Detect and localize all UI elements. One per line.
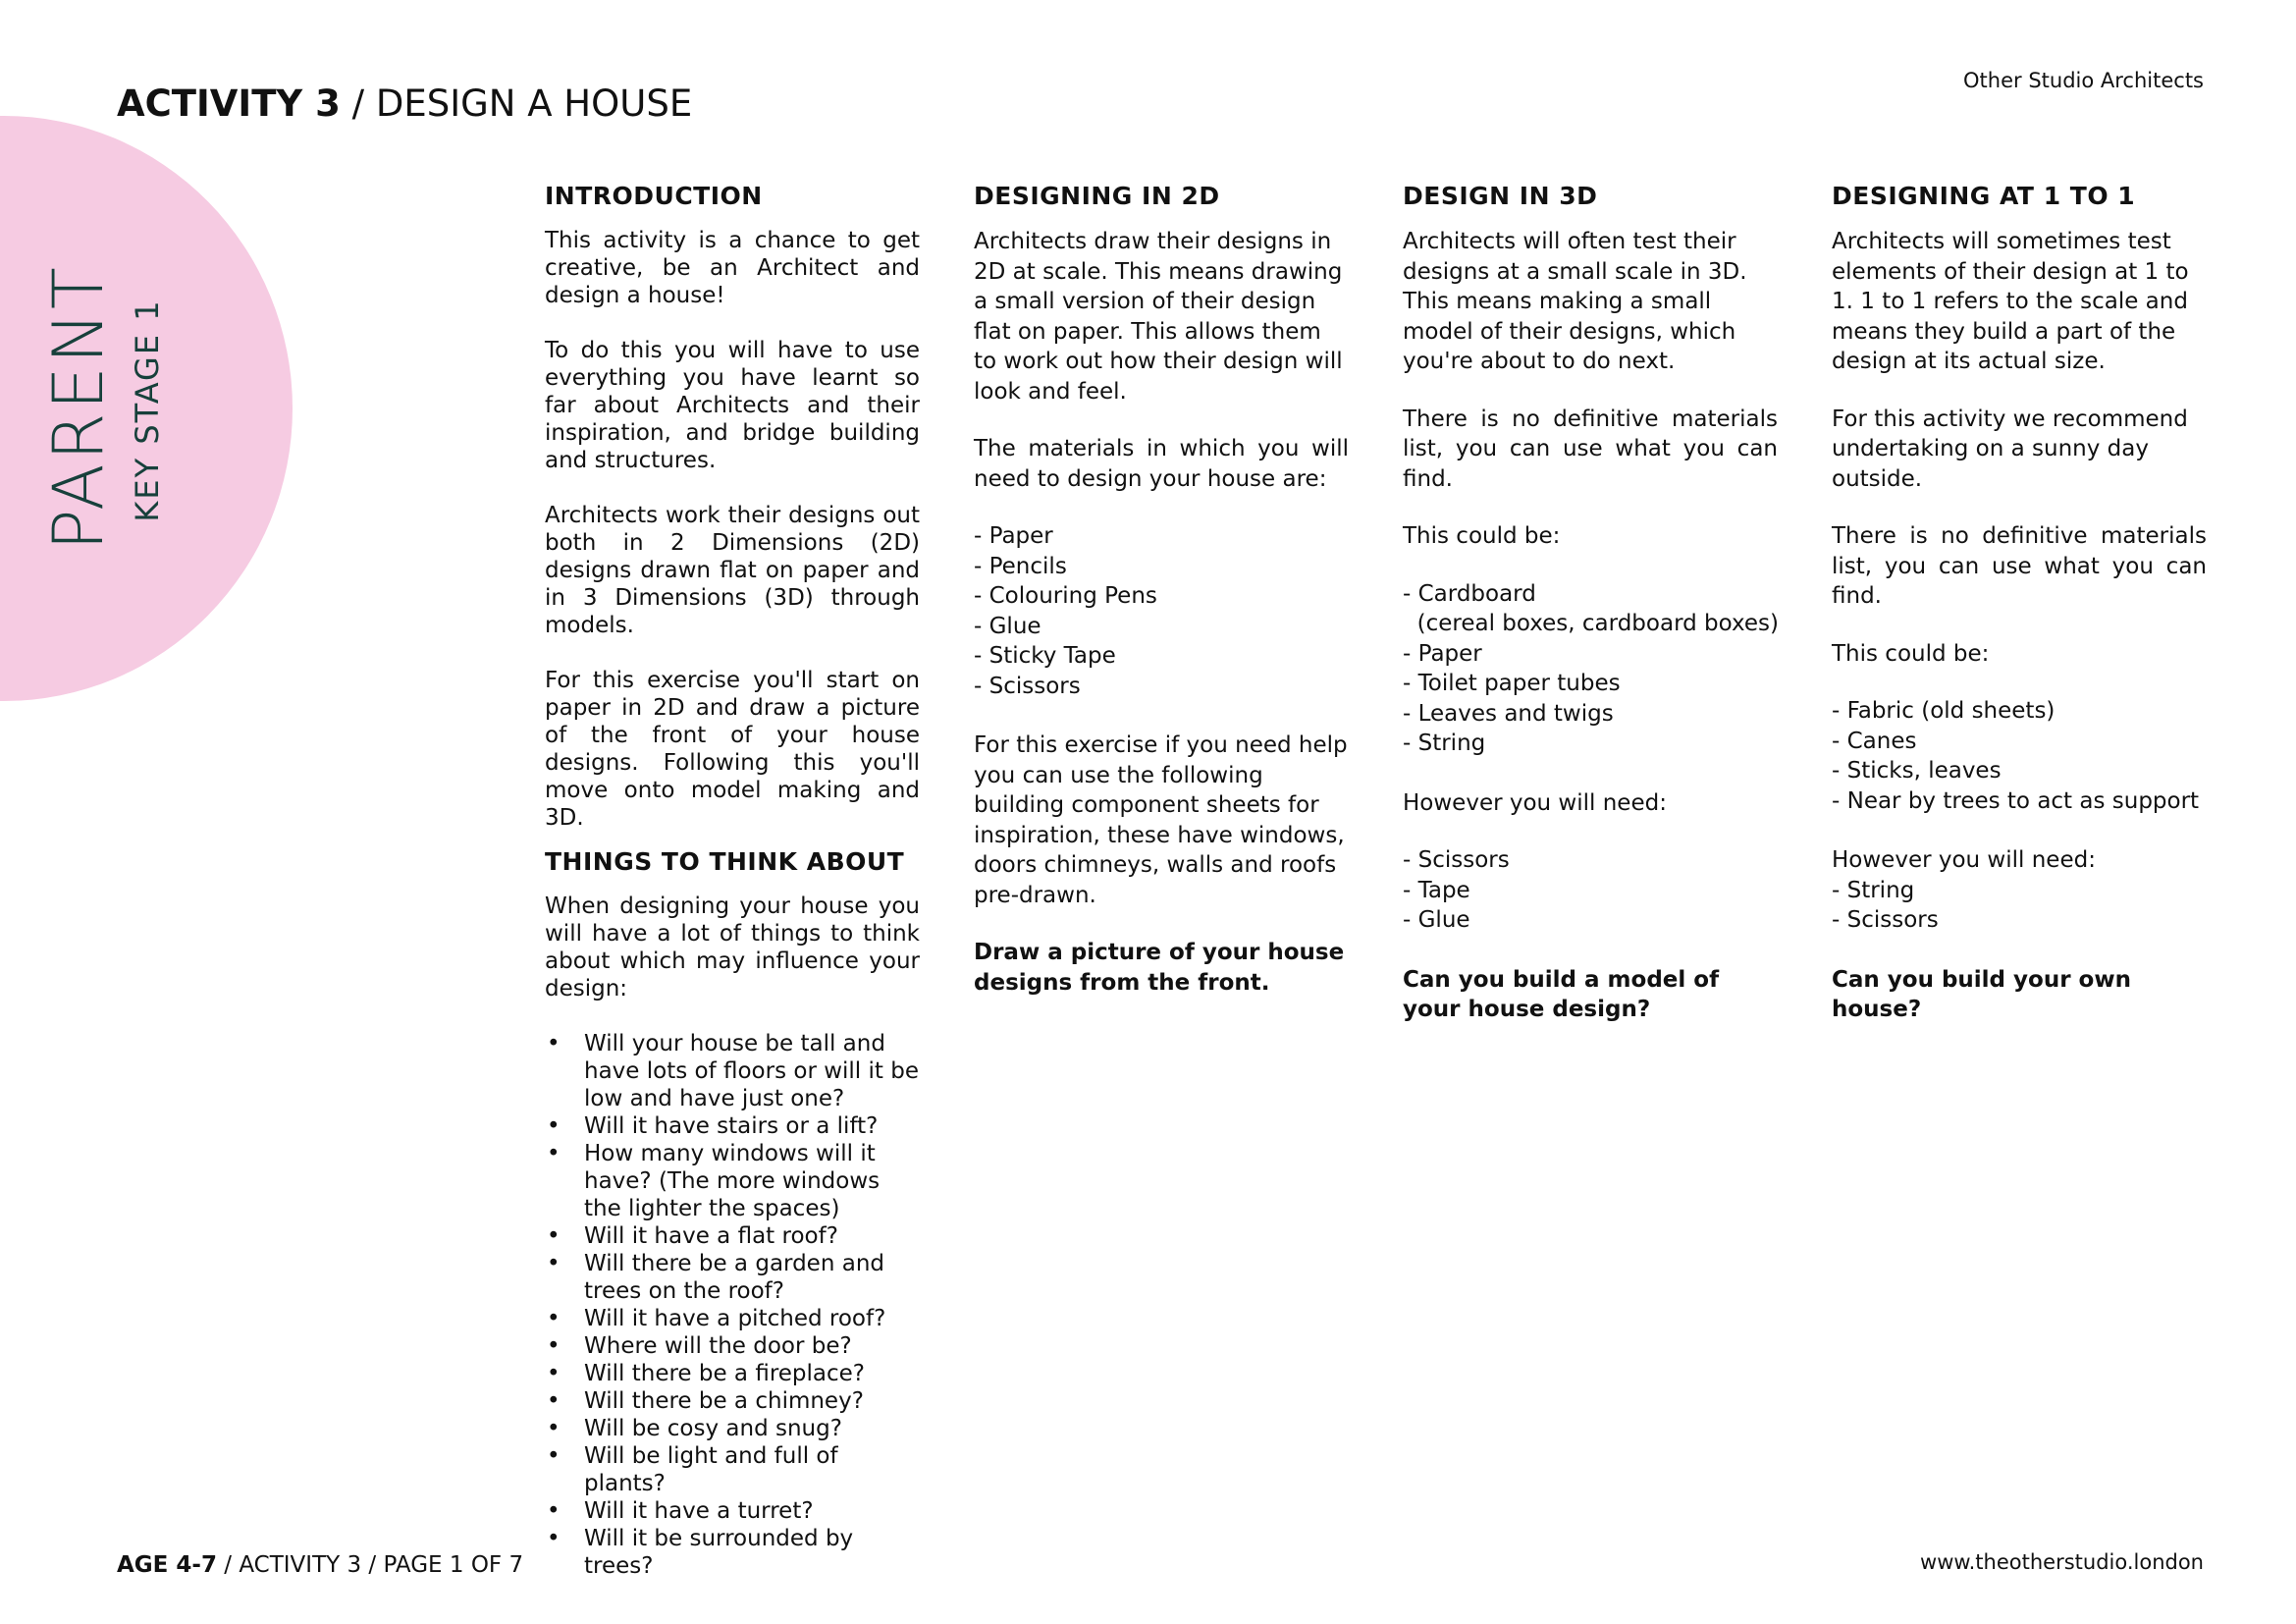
list-item: - Scissors xyxy=(1832,907,1939,933)
design2d-materials-list xyxy=(974,521,1349,701)
designing-2d-heading: DESIGNING IN 2D xyxy=(974,182,1220,210)
list-item: • Will it have stairs or a lift? xyxy=(545,1112,920,1140)
design3d-paragraph: There is no definitive materials list, you can use what you can find. xyxy=(1403,406,1778,492)
design1to1-question: Can you build your own house? xyxy=(1832,966,2131,1022)
list-item: - String xyxy=(1832,877,1915,903)
list-item: - Sticks, leaves xyxy=(1832,758,2002,784)
list-item: • Will be light and full of plants? xyxy=(545,1442,920,1497)
list-item: - Pencils xyxy=(974,553,1067,579)
design3d-needs-list xyxy=(1403,845,1778,936)
list-item: - Canes xyxy=(1832,728,1917,754)
design2d-question: Draw a picture of your house designs from the front. xyxy=(974,940,1345,996)
list-item: • Will it have a flat roof? xyxy=(545,1222,920,1250)
list-item: - Cardboard xyxy=(1403,580,1536,607)
list-item: • How many windows will it have? (The more windows the lighter the spaces) xyxy=(545,1140,920,1222)
list-item: - Colouring Pens xyxy=(974,583,1157,609)
design1to1-materials-list xyxy=(1832,696,2207,816)
column-design-3d xyxy=(1403,180,1778,1053)
intro-paragraph: This activity is a chance to get creative, be an Architect and design a house! xyxy=(545,228,920,308)
footer-age: AGE 4-7 xyxy=(117,1552,217,1578)
think-paragraph: When designing your house you will have a lot of things to think about which may influence your design: xyxy=(545,893,920,1001)
list-item: • Will it have a pitched roof? xyxy=(545,1305,920,1332)
title-name: / DESIGN A HOUSE xyxy=(351,82,693,125)
design2d-paragraph: For this exercise if you need help you can use the following building component sheets for inspiration, these have windows, doors chimneys, walls and roofs pre-drawn. xyxy=(974,732,1348,908)
list-item: - Paper xyxy=(1403,640,1482,667)
list-item: • Will it be surrounded by trees? xyxy=(545,1525,920,1580)
list-item: - Glue xyxy=(1403,907,1470,933)
introduction-heading: INTRODUCTION xyxy=(545,182,763,210)
side-audience-label: PARENT xyxy=(38,264,119,551)
list-item: - Sticky Tape xyxy=(974,643,1116,669)
list-item: - Scissors xyxy=(974,673,1081,699)
list-item: • Will be cosy and snug? xyxy=(545,1415,920,1442)
list-item: - Near by trees to act as support xyxy=(1832,787,2200,814)
things-to-think-heading: THINGS TO THINK ABOUT xyxy=(545,847,905,876)
column-designing-2d xyxy=(974,180,1349,1025)
design3d-paragraph: Architects will often test their designs at a small scale in 3D. This means making a small model of their designs, which you're about to do next. xyxy=(1403,229,1747,374)
intro-paragraph: To do this you will have to use everything you have learnt so far about Architects and their inspiration, and bridge building and structures. xyxy=(545,338,920,473)
list-item: • Will there be a chimney? xyxy=(545,1387,920,1415)
design1to1-paragraph: However you will need: xyxy=(1832,847,2096,873)
design3d-paragraph: However you will need: xyxy=(1403,789,1667,816)
column-introduction xyxy=(545,180,920,1580)
list-item: • Will your house be tall and have lots of floors or will it be low and have just one? xyxy=(545,1030,920,1112)
list-item: - Toilet paper tubes xyxy=(1403,671,1621,696)
footer-activity-page: / ACTIVITY 3 / PAGE 1 OF 7 xyxy=(224,1552,524,1578)
footer-page-info xyxy=(117,1552,523,1578)
think-bullet-list xyxy=(545,1030,920,1580)
list-item: - Fabric (old sheets) xyxy=(1832,698,2056,724)
design3d-materials-list xyxy=(1403,579,1778,759)
design-3d-heading: DESIGN IN 3D xyxy=(1403,182,1598,210)
list-item: • Will it have a turret? xyxy=(545,1497,920,1525)
design2d-paragraph: The materials in which you will need to design your house are: xyxy=(974,436,1349,492)
designing-1to1-heading: DESIGNING AT 1 TO 1 xyxy=(1832,182,2136,210)
intro-paragraph: Architects work their designs out both in 2 Dimensions (2D) designs drawn flat on paper and in 3 Dimensions (3D) through models. xyxy=(545,503,920,638)
list-item: - Leaves and twigs xyxy=(1403,700,1614,727)
list-item: - Paper xyxy=(974,523,1053,549)
design2d-paragraph: Architects draw their designs in 2D at scale. This means drawing a small version of their design flat on paper. This allows them to work out how their design will look and feel. xyxy=(974,229,1343,405)
studio-name: Other Studio Architects xyxy=(1963,69,2204,92)
design1to1-paragraph: This could be: xyxy=(1832,640,1990,667)
list-item: • Where will the door be? xyxy=(545,1332,920,1360)
design3d-paragraph: This could be: xyxy=(1403,523,1561,549)
column-designing-1-to-1 xyxy=(1832,180,2207,1053)
list-item: - Scissors xyxy=(1403,847,1510,873)
title-activity: ACTIVITY 3 xyxy=(117,82,341,125)
design1to1-paragraph: There is no definitive materials list, you can use what you can find. xyxy=(1832,523,2207,609)
design3d-question: Can you build a model of your house design? xyxy=(1403,966,1720,1022)
list-item: - Glue xyxy=(974,613,1041,639)
side-stage-label: KEY STAGE 1 xyxy=(129,298,166,522)
list-item: - String xyxy=(1403,731,1486,756)
design1to1-paragraph: Architects will sometimes test elements of their design at 1 to 1. 1 to 1 refers to the scale and means they build a part of the design at its actual size. xyxy=(1832,229,2189,374)
intro-paragraph: For this exercise you'll start on paper in 2D and draw a picture of the front of your house designs. Following this you'll move onto model making and 3D. xyxy=(545,668,920,831)
design1to1-needs-list xyxy=(1832,876,2207,936)
page-title xyxy=(117,82,692,125)
list-item: • Will there be a garden and trees on the roof? xyxy=(545,1250,920,1305)
design1to1-paragraph: For this activity we recommend undertaking on a sunny day outside. xyxy=(1832,406,2188,492)
list-item: - Tape xyxy=(1403,877,1470,903)
list-item: • Will there be a fireplace? xyxy=(545,1360,920,1387)
footer-website-link[interactable]: www.theotherstudio.london xyxy=(1920,1550,2204,1574)
list-item: (cereal boxes, cardboard boxes) xyxy=(1403,611,1780,636)
